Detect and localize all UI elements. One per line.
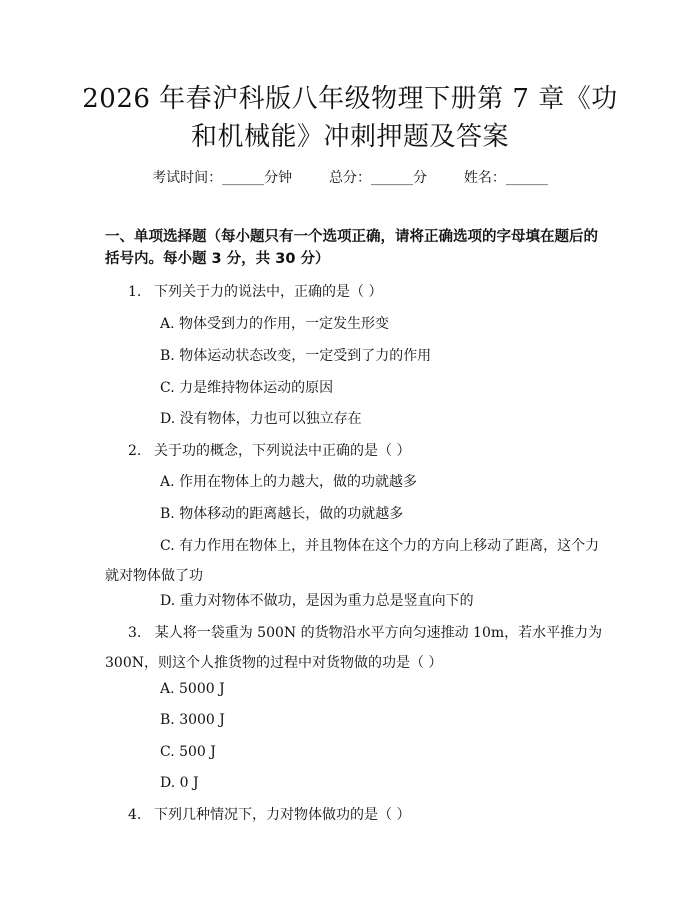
- question-stem: 下列关于力的说法中，正确的是（ ）: [154, 284, 383, 300]
- question-3-option-b: B. 3000 J: [160, 712, 225, 728]
- question-3-option-a: A. 5000 J: [160, 681, 225, 697]
- question-stem: 某人将一袋重为 500N 的货物沿水平方向匀速推动 10m，若水平推力为 300N，则这个人推货物的过程中对货物做的功是（ ）: [105, 625, 603, 671]
- student-name-field: 姓名：______: [463, 170, 548, 186]
- exam-meta: [0, 168, 700, 188]
- question-2-option-b: B. 物体移动的距离越长，做的功就越多: [160, 506, 404, 522]
- title-line-1: 2026 年春沪科版八年级物理下册第 7 章《功: [82, 84, 618, 114]
- question-1: [128, 281, 382, 303]
- question-1-option-a: A. 物体受到力的作用，一定发生形变: [160, 316, 390, 332]
- question-number: 2.: [128, 443, 142, 459]
- question-2-option-a: A. 作用在物体上的力越大，做的功就越多: [160, 474, 418, 490]
- question-3: [105, 618, 605, 678]
- question-number: 3.: [128, 625, 142, 641]
- question-number: 1.: [128, 284, 142, 300]
- question-1-option-c: C. 力是维持物体运动的原因: [160, 380, 334, 396]
- title-line-2: 和机械能》冲刺押题及答案: [190, 122, 509, 152]
- section-heading: 一、单项选择题（每小题只有一个选项正确，请将正确选项的字母填在题后的括号内。每小题 3 分，共 30 分）: [105, 229, 598, 267]
- question-3-option-d: D. 0 J: [160, 775, 199, 791]
- question-1-option-d: D. 没有物体，力也可以独立存在: [160, 411, 362, 427]
- total-score-field: 总分：______分: [329, 170, 427, 186]
- question-2: [128, 440, 410, 462]
- question-stem: 下列几种情况下，力对物体做功的是（ ）: [154, 807, 411, 823]
- exam-time-field: 考试时间：______分钟: [152, 170, 293, 186]
- document-title: [80, 80, 620, 156]
- question-1-option-b: B. 物体运动状态改变，一定受到了力的作用: [160, 348, 432, 364]
- question-2-option-c: C. 有力作用在物体上，并且物体在这个力的方向上移动了距离，这个力就对物体做了功: [105, 538, 600, 584]
- question-stem: 关于功的概念，下列说法中正确的是（ ）: [154, 443, 411, 459]
- question-4: [128, 804, 410, 826]
- question-2-option-d: D. 重力对物体不做功，是因为重力总是竖直向下的: [160, 593, 474, 609]
- question-3-option-c: C. 500 J: [160, 744, 216, 760]
- question-number: 4.: [128, 807, 142, 823]
